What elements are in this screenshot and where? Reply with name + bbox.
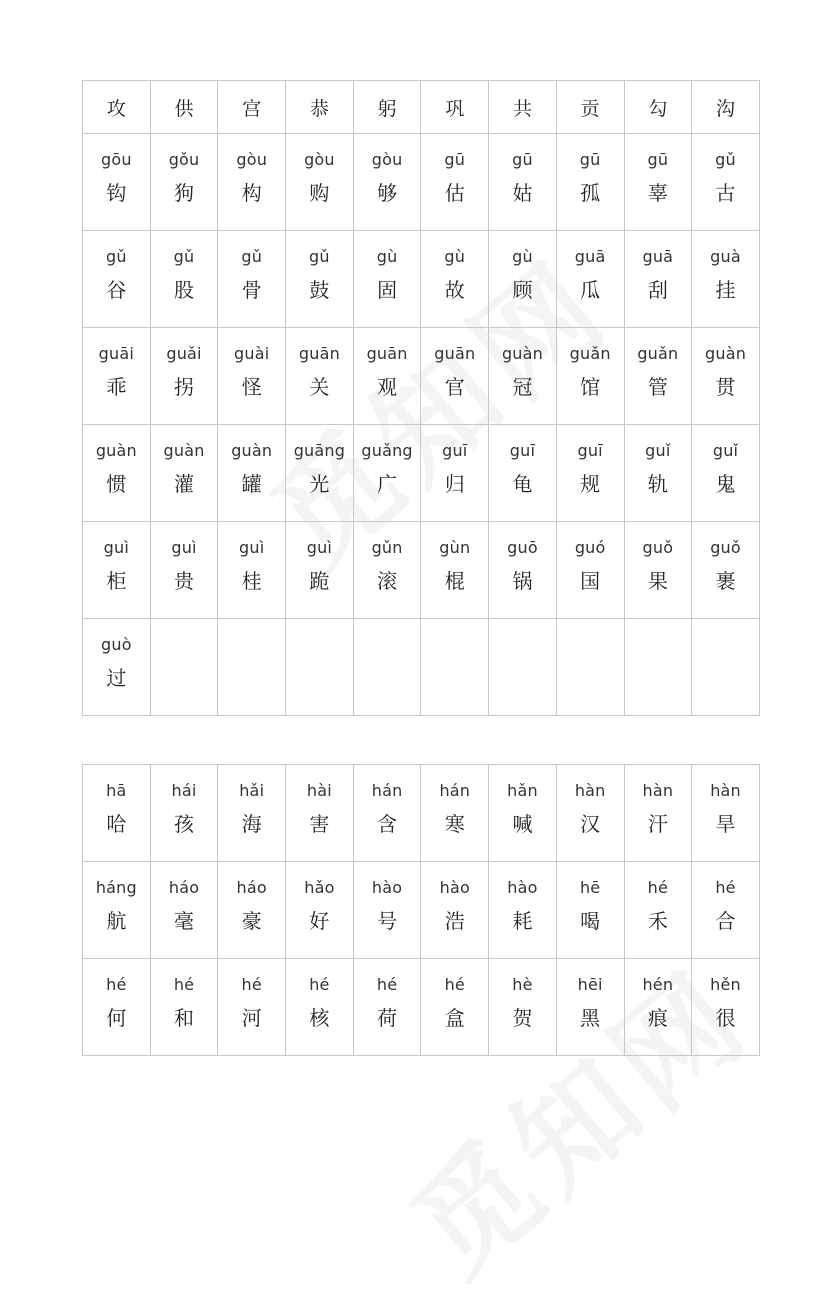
char-cell: [692, 765, 760, 862]
table-row: [83, 134, 760, 231]
header-cell: [692, 81, 760, 134]
hanzi-char: 国: [580, 569, 601, 593]
hanzi-char: 乖: [106, 375, 127, 399]
char-cell: [556, 231, 624, 328]
hanzi-char: 股: [174, 278, 195, 302]
pinyin-label: hǎo: [304, 878, 335, 897]
char-cell: [83, 765, 151, 862]
pinyin-label: guó: [574, 538, 606, 557]
hanzi-char: 孤: [580, 181, 601, 205]
pinyin-label: guǒ: [710, 538, 741, 557]
char-cell: [353, 328, 421, 425]
hanzi-char: 估: [444, 181, 465, 205]
pinyin-label: hǎn: [507, 781, 538, 800]
pinyin-label: guàn: [231, 441, 273, 460]
pinyin-label: hé: [106, 975, 127, 994]
char-cell: [421, 425, 489, 522]
char-cell: [150, 765, 218, 862]
pinyin-label: gōu: [101, 150, 132, 169]
pinyin-label: guāi: [98, 344, 135, 363]
char-cell: [692, 959, 760, 1056]
table-row: [83, 959, 760, 1056]
hanzi-char: 哈: [106, 812, 127, 836]
pinyin-label: guǎn: [569, 344, 611, 363]
char-cell: [692, 231, 760, 328]
char-cell: [83, 231, 151, 328]
char-cell: [556, 328, 624, 425]
hanzi-char: 规: [580, 472, 601, 496]
pinyin-label: guā: [642, 247, 674, 266]
hanzi-char: 喊: [512, 812, 533, 836]
pinyin-label: háng: [95, 878, 137, 897]
pinyin-label: guàn: [501, 344, 543, 363]
char-cell: [83, 328, 151, 425]
hanzi-char: 鼓: [309, 278, 330, 302]
char-cell: [556, 425, 624, 522]
pinyin-label: hěn: [710, 975, 741, 994]
hanzi-char: 轨: [647, 472, 668, 496]
pinyin-label: hēi: [577, 975, 603, 994]
char-cell: [421, 328, 489, 425]
pinyin-label: guān: [434, 344, 476, 363]
hanzi-char: 拐: [174, 375, 195, 399]
hanzi-char: 贡: [580, 97, 600, 120]
hanzi-char: 古: [715, 181, 736, 205]
pinyin-label: hé: [376, 975, 398, 994]
pinyin-label: hào: [507, 878, 538, 897]
char-cell: [286, 765, 354, 862]
char-cell: [353, 862, 421, 959]
pinyin-label: guì: [239, 538, 265, 557]
char-cell: [286, 959, 354, 1056]
hanzi-char: 好: [309, 909, 330, 933]
hanzi-char: 盒: [444, 1006, 465, 1030]
hanzi-char: 棍: [444, 569, 465, 593]
pinyin-label: gǔ: [309, 247, 330, 266]
char-cell: [624, 134, 692, 231]
header-cell: [286, 81, 354, 134]
hanzi-char: 裹: [715, 569, 736, 593]
pinyin-label: hán: [439, 781, 471, 800]
hanzi-char: 贯: [715, 375, 736, 399]
pinyin-label: hàn: [574, 781, 606, 800]
char-cell: [489, 959, 557, 1056]
table-row: [83, 231, 760, 328]
hanzi-char: 罐: [241, 472, 262, 496]
hanzi-char: 谷: [106, 278, 127, 302]
hanzi-char: 狗: [174, 181, 195, 205]
pinyin-label: gòu: [371, 150, 403, 169]
table-row: [83, 328, 760, 425]
char-cell: [286, 231, 354, 328]
header-cell: [218, 81, 286, 134]
char-cell: [556, 862, 624, 959]
hanzi-char: 钩: [106, 181, 127, 205]
pinyin-label: gǔ: [105, 247, 127, 266]
hanzi-char: 勾: [648, 97, 668, 120]
char-cell: [353, 765, 421, 862]
pinyin-label: guǎi: [166, 344, 202, 363]
hanzi-char: 滚: [377, 569, 398, 593]
pinyin-label: gǔ: [241, 247, 263, 266]
header-cell: [624, 81, 692, 134]
pinyin-table-g: [82, 80, 760, 716]
char-cell: [150, 522, 218, 619]
char-cell: [353, 522, 421, 619]
pinyin-label: gū: [647, 150, 669, 169]
pinyin-label: guī: [577, 441, 603, 460]
pinyin-label: guǒ: [642, 538, 674, 557]
char-cell: [150, 862, 218, 959]
char-cell: [624, 959, 692, 1056]
hanzi-char: 旱: [715, 812, 736, 836]
char-cell: [218, 862, 286, 959]
pinyin-label: gùn: [439, 538, 471, 557]
pinyin-label: hài: [306, 781, 332, 800]
hanzi-char: 鬼: [715, 472, 736, 496]
char-cell: [421, 231, 489, 328]
hanzi-char: 寒: [444, 812, 465, 836]
hanzi-char: 柜: [106, 569, 127, 593]
char-cell: [489, 765, 557, 862]
pinyin-label: gù: [376, 247, 398, 266]
char-cell: [692, 425, 760, 522]
char-cell: [624, 425, 692, 522]
hanzi-char: 骨: [241, 278, 262, 302]
char-cell: [150, 231, 218, 328]
table-row: [83, 425, 760, 522]
hanzi-char: 广: [377, 472, 398, 496]
hanzi-char: 关: [309, 375, 330, 399]
pinyin-label: guà: [710, 247, 741, 266]
header-cell: [556, 81, 624, 134]
char-cell: [556, 522, 624, 619]
char-cell: [624, 765, 692, 862]
pinyin-label: guā: [574, 247, 606, 266]
hanzi-char: 固: [377, 278, 398, 302]
char-cell: [692, 134, 760, 231]
hanzi-char: 馆: [580, 375, 601, 399]
char-cell: [286, 619, 354, 716]
char-cell: [150, 619, 218, 716]
pinyin-label: guān: [366, 344, 408, 363]
char-cell: [489, 862, 557, 959]
hanzi-char: 挂: [715, 278, 736, 302]
pinyin-label: hā: [106, 781, 127, 800]
pinyin-label: gǔn: [371, 538, 403, 557]
pinyin-label: guàn: [705, 344, 747, 363]
header-cell: [353, 81, 421, 134]
hanzi-char: 害: [309, 812, 330, 836]
hanzi-char: 辜: [647, 181, 668, 205]
char-cell: [624, 862, 692, 959]
hanzi-char: 和: [174, 1006, 195, 1030]
char-cell: [489, 134, 557, 231]
table-row: [83, 619, 760, 716]
hanzi-char: 巩: [445, 97, 465, 120]
hanzi-char: 核: [309, 1006, 330, 1030]
char-cell: [218, 231, 286, 328]
hanzi-char: 怪: [241, 375, 262, 399]
hanzi-char: 躬: [377, 97, 397, 120]
hanzi-char: 冠: [512, 375, 533, 399]
header-cell: [421, 81, 489, 134]
char-cell: [353, 134, 421, 231]
hanzi-char: 攻: [106, 97, 126, 120]
table-row: [83, 81, 760, 134]
pinyin-label: hán: [371, 781, 403, 800]
hanzi-char: 过: [106, 666, 127, 690]
char-cell: [150, 959, 218, 1056]
hanzi-char: 刮: [647, 278, 668, 302]
char-cell: [692, 619, 760, 716]
char-cell: [150, 425, 218, 522]
hanzi-char: 禾: [647, 909, 668, 933]
char-cell: [83, 619, 151, 716]
hanzi-char: 观: [377, 375, 398, 399]
char-cell: [353, 619, 421, 716]
pinyin-label: háo: [168, 878, 200, 897]
char-cell: [353, 425, 421, 522]
hanzi-char: 航: [106, 909, 127, 933]
hanzi-char: 瓜: [580, 278, 601, 302]
hanzi-char: 贺: [512, 1006, 533, 1030]
char-cell: [624, 619, 692, 716]
pinyin-label: gū: [444, 150, 466, 169]
hanzi-char: 管: [647, 375, 668, 399]
header-cell: [83, 81, 151, 134]
char-cell: [421, 765, 489, 862]
table-row: [83, 522, 760, 619]
char-cell: [489, 619, 557, 716]
pinyin-label: hàn: [710, 781, 741, 800]
hanzi-char: 购: [309, 181, 330, 205]
hanzi-char: 灌: [174, 472, 195, 496]
hanzi-char: 官: [444, 375, 465, 399]
pinyin-label: hé: [241, 975, 262, 994]
pinyin-label: gòu: [236, 150, 268, 169]
pinyin-label: hē: [579, 878, 601, 897]
pinyin-label: hé: [173, 975, 195, 994]
pinyin-label: hé: [715, 878, 736, 897]
char-cell: [286, 862, 354, 959]
header-cell: [489, 81, 557, 134]
pinyin-label: hào: [371, 878, 403, 897]
char-cell: [286, 134, 354, 231]
pinyin-label: guì: [103, 538, 130, 557]
char-cell: [83, 522, 151, 619]
hanzi-char: 孩: [174, 812, 195, 836]
hanzi-char: 共: [512, 97, 532, 120]
hanzi-char: 锅: [512, 569, 533, 593]
hanzi-char: 贵: [174, 569, 195, 593]
char-cell: [150, 134, 218, 231]
pinyin-label: guāng: [293, 441, 346, 460]
pinyin-label: hè: [512, 975, 533, 994]
char-cell: [489, 231, 557, 328]
pinyin-label: guǎn: [637, 344, 679, 363]
pinyin-label: hén: [642, 975, 674, 994]
char-cell: [286, 425, 354, 522]
char-cell: [150, 328, 218, 425]
table-row: [83, 765, 760, 862]
char-cell: [421, 134, 489, 231]
char-cell: [556, 134, 624, 231]
hanzi-char: 故: [444, 278, 465, 302]
hanzi-char: 汉: [580, 812, 601, 836]
hanzi-char: 浩: [444, 909, 465, 933]
char-cell: [489, 328, 557, 425]
char-cell: [624, 231, 692, 328]
pinyin-label: gǔ: [715, 150, 736, 169]
char-cell: [624, 328, 692, 425]
hanzi-char: 海: [241, 812, 262, 836]
pinyin-label: guàn: [163, 441, 205, 460]
hanzi-char: 豪: [241, 909, 262, 933]
hanzi-char: 恭: [309, 97, 329, 120]
char-cell: [218, 425, 286, 522]
char-cell: [556, 765, 624, 862]
hanzi-char: 沟: [716, 97, 736, 120]
char-cell: [286, 522, 354, 619]
char-cell: [556, 619, 624, 716]
char-cell: [489, 522, 557, 619]
char-cell: [218, 619, 286, 716]
hanzi-char: 合: [715, 909, 736, 933]
hanzi-char: 宫: [242, 97, 262, 120]
pinyin-label: guài: [234, 344, 270, 363]
char-cell: [218, 765, 286, 862]
char-cell: [692, 522, 760, 619]
hanzi-char: 很: [715, 1006, 736, 1030]
hanzi-char: 构: [241, 181, 262, 205]
hanzi-char: 姑: [512, 181, 533, 205]
pinyin-label: guī: [509, 441, 536, 460]
hanzi-char: 光: [309, 472, 330, 496]
pinyin-label: guān: [298, 344, 340, 363]
pinyin-label: gǒu: [168, 150, 200, 169]
hanzi-char: 毫: [174, 909, 195, 933]
char-cell: [353, 231, 421, 328]
pinyin-label: guī: [442, 441, 468, 460]
char-cell: [421, 522, 489, 619]
pinyin-label: gòu: [304, 150, 335, 169]
header-cell: [150, 81, 218, 134]
hanzi-char: 耗: [512, 909, 533, 933]
char-cell: [286, 328, 354, 425]
hanzi-char: 含: [377, 812, 398, 836]
char-cell: [692, 328, 760, 425]
pinyin-label: gù: [444, 247, 466, 266]
hanzi-char: 痕: [647, 1006, 668, 1030]
pinyin-label: háo: [236, 878, 267, 897]
pinyin-label: hàn: [642, 781, 674, 800]
pinyin-label: hé: [309, 975, 330, 994]
char-cell: [421, 862, 489, 959]
pinyin-label: hǎi: [239, 781, 265, 800]
hanzi-char: 供: [174, 97, 194, 120]
hanzi-char: 跪: [309, 569, 330, 593]
char-cell: [489, 425, 557, 522]
hanzi-char: 号: [377, 909, 398, 933]
hanzi-char: 归: [444, 472, 465, 496]
char-cell: [353, 959, 421, 1056]
char-cell: [692, 862, 760, 959]
char-cell: [218, 328, 286, 425]
pinyin-label: hái: [171, 781, 197, 800]
pinyin-label: guǐ: [712, 441, 739, 460]
pinyin-label: guò: [101, 635, 132, 654]
hanzi-char: 够: [377, 181, 398, 205]
char-cell: [83, 425, 151, 522]
hanzi-char: 喝: [580, 909, 601, 933]
char-cell: [556, 959, 624, 1056]
hanzi-char: 何: [106, 1006, 127, 1030]
pinyin-label: gū: [579, 150, 601, 169]
table-row: [83, 862, 760, 959]
pinyin-label: guǐ: [645, 441, 671, 460]
pinyin-label: gū: [512, 150, 533, 169]
pinyin-label: guàn: [95, 441, 137, 460]
hanzi-char: 黑: [580, 1006, 601, 1030]
pinyin-label: hào: [439, 878, 470, 897]
char-cell: [218, 134, 286, 231]
char-cell: [83, 862, 151, 959]
hanzi-char: 龟: [512, 472, 533, 496]
hanzi-char: 桂: [241, 569, 262, 593]
hanzi-char: 惯: [106, 472, 127, 496]
hanzi-char: 顾: [512, 278, 533, 302]
pinyin-label: guǎng: [361, 441, 413, 460]
char-cell: [83, 959, 151, 1056]
pinyin-label: gǔ: [173, 247, 195, 266]
pinyin-label: guì: [171, 538, 197, 557]
pinyin-table-h: [82, 764, 760, 1056]
char-cell: [83, 134, 151, 231]
char-cell: [218, 522, 286, 619]
char-cell: [421, 959, 489, 1056]
hanzi-char: 河: [241, 1006, 262, 1030]
char-cell: [218, 959, 286, 1056]
pinyin-label: guō: [507, 538, 538, 557]
pinyin-label: gù: [512, 247, 533, 266]
pinyin-label: guì: [306, 538, 333, 557]
hanzi-char: 荷: [377, 1006, 398, 1030]
char-cell: [624, 522, 692, 619]
hanzi-char: 汗: [647, 812, 668, 836]
char-cell: [421, 619, 489, 716]
pinyin-label: hé: [444, 975, 465, 994]
hanzi-char: 果: [647, 569, 668, 593]
pinyin-label: hé: [647, 878, 669, 897]
